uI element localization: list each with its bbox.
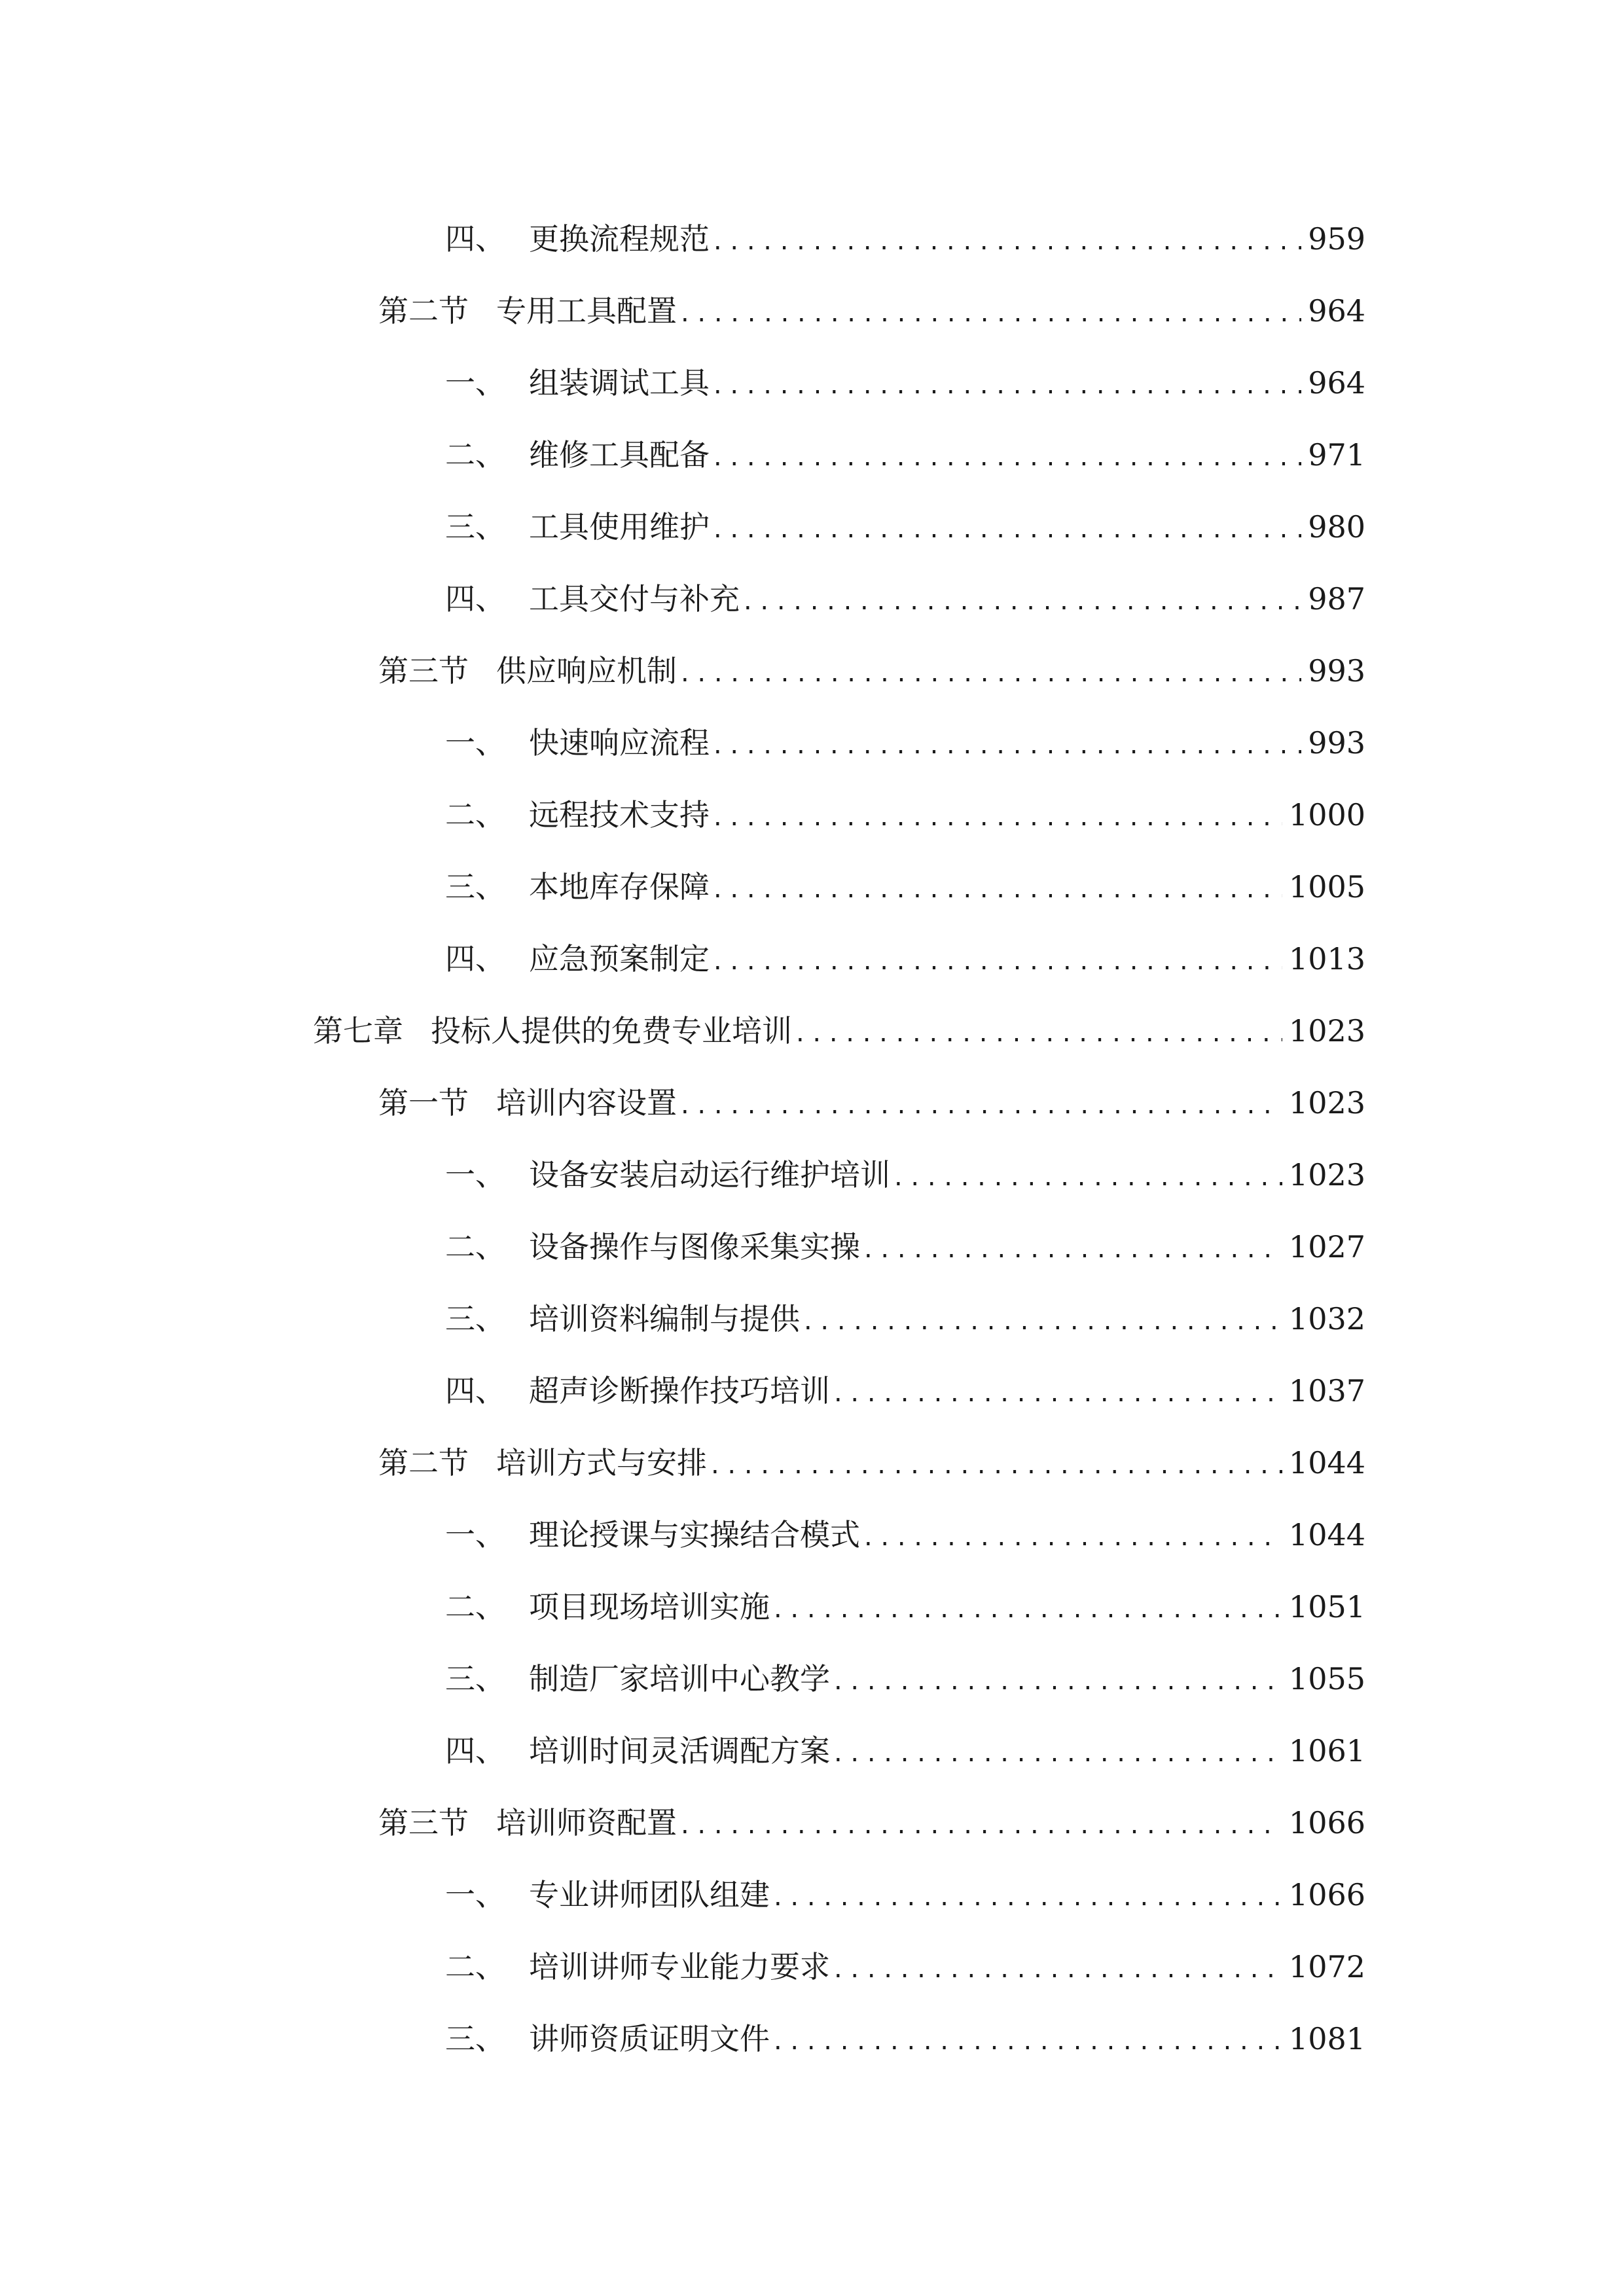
toc-entry-page: 1027 [1288, 1229, 1365, 1265]
toc-entry-title: 培训师资配置 [496, 1805, 677, 1840]
toc-entry-marker: 一、 [445, 1157, 505, 1193]
toc-leader-dots [713, 362, 1301, 408]
toc-entry-title: 专用工具配置 [496, 293, 677, 329]
toc-entry[interactable] [378, 1440, 1365, 1486]
toc-entry-title: 组装调试工具 [529, 365, 710, 401]
toc-entry-marker: 三、 [445, 2021, 505, 2056]
toc-entry-page: 1044 [1288, 1517, 1365, 1552]
toc-entry[interactable] [445, 1512, 1365, 1558]
toc-entry[interactable] [378, 1080, 1365, 1126]
toc-entry[interactable] [445, 360, 1365, 406]
toc-entry-page: 1072 [1288, 1949, 1365, 1984]
toc-entry[interactable] [378, 1800, 1365, 1846]
toc-leader-dots [713, 938, 1282, 984]
toc-entry[interactable] [445, 1224, 1365, 1270]
toc-entry[interactable] [445, 216, 1365, 262]
toc-entry[interactable] [445, 936, 1365, 982]
toc-entry-title: 设备安装启动运行维护培训 [529, 1157, 890, 1193]
toc-entry[interactable] [445, 1728, 1365, 1774]
toc-entry-marker: 二、 [445, 1949, 505, 1984]
toc-entry-marker: 四、 [445, 1733, 505, 1768]
toc-entry-marker: 一、 [445, 365, 505, 401]
toc-entry-page: 964 [1308, 293, 1365, 329]
toc-leader-dots [713, 794, 1282, 840]
toc-entry-page: 1032 [1288, 1301, 1365, 1336]
toc-entry-page: 1081 [1288, 2021, 1365, 2056]
toc-leader-dots [774, 1586, 1282, 1632]
toc-leader-dots [834, 1658, 1282, 1704]
toc-entry-title: 本地库存保障 [529, 869, 710, 905]
toc-leader-dots [681, 1082, 1282, 1128]
toc-entry-title: 培训讲师专业能力要求 [529, 1949, 830, 1984]
toc-entry-page: 1023 [1288, 1085, 1365, 1121]
toc-entry-marker: 二、 [445, 437, 505, 473]
toc-entry-page: 1013 [1288, 941, 1365, 977]
toc-entry-marker: 三、 [445, 869, 505, 905]
toc-entry-title: 快速响应流程 [529, 725, 710, 761]
toc-entry-marker: 四、 [445, 221, 505, 257]
toc-leader-dots [864, 1514, 1282, 1560]
toc-entry-title: 远程技术支持 [529, 797, 710, 833]
toc-entry-title: 设备操作与图像采集实操 [529, 1229, 860, 1265]
toc-leader-dots [744, 578, 1301, 624]
toc-entry[interactable] [445, 1944, 1365, 1990]
toc-entry-page: 993 [1308, 653, 1365, 689]
toc-entry-page: 1055 [1288, 1661, 1365, 1696]
toc-entry-title: 专业讲师团队组建 [529, 1877, 770, 1912]
toc-entry-marker: 四、 [445, 941, 505, 977]
toc-entry-marker: 二、 [445, 797, 505, 833]
toc-entry-title: 应急预案制定 [529, 941, 710, 977]
toc-entry-marker: 三、 [445, 1301, 505, 1336]
toc-leader-dots [713, 218, 1301, 264]
toc-entry-title: 工具交付与补充 [529, 581, 740, 617]
toc-entry-page: 1061 [1288, 1733, 1365, 1768]
toc-entry-page: 971 [1308, 437, 1365, 473]
toc-entry[interactable] [445, 1584, 1365, 1630]
toc-entry-title: 培训资料编制与提供 [529, 1301, 800, 1336]
toc-leader-dots [834, 1730, 1282, 1776]
toc-entry-page: 1044 [1288, 1445, 1365, 1480]
toc-entry-marker: 一、 [445, 1517, 505, 1552]
toc-entry[interactable] [445, 792, 1365, 838]
toc-entry[interactable] [313, 1008, 1365, 1054]
toc-leader-dots [774, 1874, 1282, 1920]
toc-entry-title: 制造厂家培训中心教学 [529, 1661, 830, 1696]
toc-entry-page: 1066 [1288, 1805, 1365, 1840]
toc-entry-marker: 一、 [445, 725, 505, 761]
toc-leader-dots [796, 1010, 1282, 1056]
toc-leader-dots [713, 506, 1301, 552]
toc-entry-page: 1066 [1288, 1877, 1365, 1912]
toc-entry-marker: 第三节 [378, 1805, 469, 1840]
toc-leader-dots [894, 1154, 1282, 1200]
toc-entry[interactable] [445, 432, 1365, 478]
toc-entry-page: 1023 [1288, 1157, 1365, 1193]
toc-entry-title: 培训内容设置 [496, 1085, 677, 1121]
toc-leader-dots [681, 290, 1301, 336]
toc-entry[interactable] [378, 648, 1365, 694]
toc-entry-marker: 三、 [445, 1661, 505, 1696]
toc-entry-page: 1037 [1288, 1373, 1365, 1408]
toc-entry-title: 培训方式与安排 [496, 1445, 707, 1480]
toc-entry[interactable] [445, 864, 1365, 910]
toc-entry-marker: 三、 [445, 509, 505, 545]
toc-leader-dots [834, 1370, 1282, 1416]
toc-entry[interactable] [445, 1656, 1365, 1702]
toc-entry-page: 1023 [1288, 1013, 1365, 1049]
toc-entry-title: 工具使用维护 [529, 509, 710, 545]
toc-entry-title: 更换流程规范 [529, 221, 710, 257]
toc-entry[interactable] [445, 1152, 1365, 1198]
toc-entry-title: 讲师资质证明文件 [529, 2021, 770, 2056]
toc-entry-marker: 四、 [445, 581, 505, 617]
toc-entry[interactable] [445, 504, 1365, 550]
toc-entry-marker: 第二节 [378, 293, 469, 329]
toc-leader-dots [681, 650, 1301, 696]
toc-entry-marker: 四、 [445, 1373, 505, 1408]
toc-leader-dots [713, 434, 1301, 480]
toc-entry-title: 超声诊断操作技巧培训 [529, 1373, 830, 1408]
toc-entry[interactable] [445, 1296, 1365, 1342]
toc-entry-marker: 第三节 [378, 653, 469, 689]
toc-entry-page: 987 [1308, 581, 1365, 617]
toc-entry-marker: 第一节 [378, 1085, 469, 1121]
toc-leader-dots [713, 866, 1282, 912]
toc-entry-page: 959 [1308, 221, 1365, 257]
toc-entry-page: 980 [1308, 509, 1365, 545]
toc-entry-marker: 二、 [445, 1589, 505, 1624]
toc-leader-dots [834, 1946, 1282, 1992]
toc-entry-title: 理论授课与实操结合模式 [529, 1517, 860, 1552]
toc-leader-dots [713, 722, 1301, 768]
toc-entry-title: 项目现场培训实施 [529, 1589, 770, 1624]
toc-entry[interactable] [445, 720, 1365, 766]
toc-entry-page: 993 [1308, 725, 1365, 761]
toc-entry-marker: 第七章 [313, 1013, 403, 1049]
toc-entry-marker: 二、 [445, 1229, 505, 1265]
toc-entry-marker: 一、 [445, 1877, 505, 1912]
toc-entry-title: 维修工具配备 [529, 437, 710, 473]
toc-entry[interactable] [445, 576, 1365, 622]
toc-entry[interactable] [445, 1872, 1365, 1918]
toc-entry-title: 供应响应机制 [496, 653, 677, 689]
toc-entry-page: 1000 [1288, 797, 1365, 833]
toc-entry-title: 投标人提供的免费专业培训 [431, 1013, 792, 1049]
toc-leader-dots [711, 1442, 1282, 1488]
toc-entry-page: 1005 [1288, 869, 1365, 905]
toc-leader-dots [774, 2018, 1282, 2064]
toc-leader-dots [804, 1298, 1282, 1344]
toc-entry[interactable] [445, 2016, 1365, 2062]
toc-entry[interactable] [445, 1368, 1365, 1414]
toc-leader-dots [864, 1226, 1282, 1272]
toc-entry-page: 1051 [1288, 1589, 1365, 1624]
toc-leader-dots [681, 1802, 1282, 1848]
toc-entry-title: 培训时间灵活调配方案 [529, 1733, 830, 1768]
toc-entry[interactable] [378, 288, 1365, 334]
toc-entry-marker: 第二节 [378, 1445, 469, 1480]
toc-entry-page: 964 [1308, 365, 1365, 401]
